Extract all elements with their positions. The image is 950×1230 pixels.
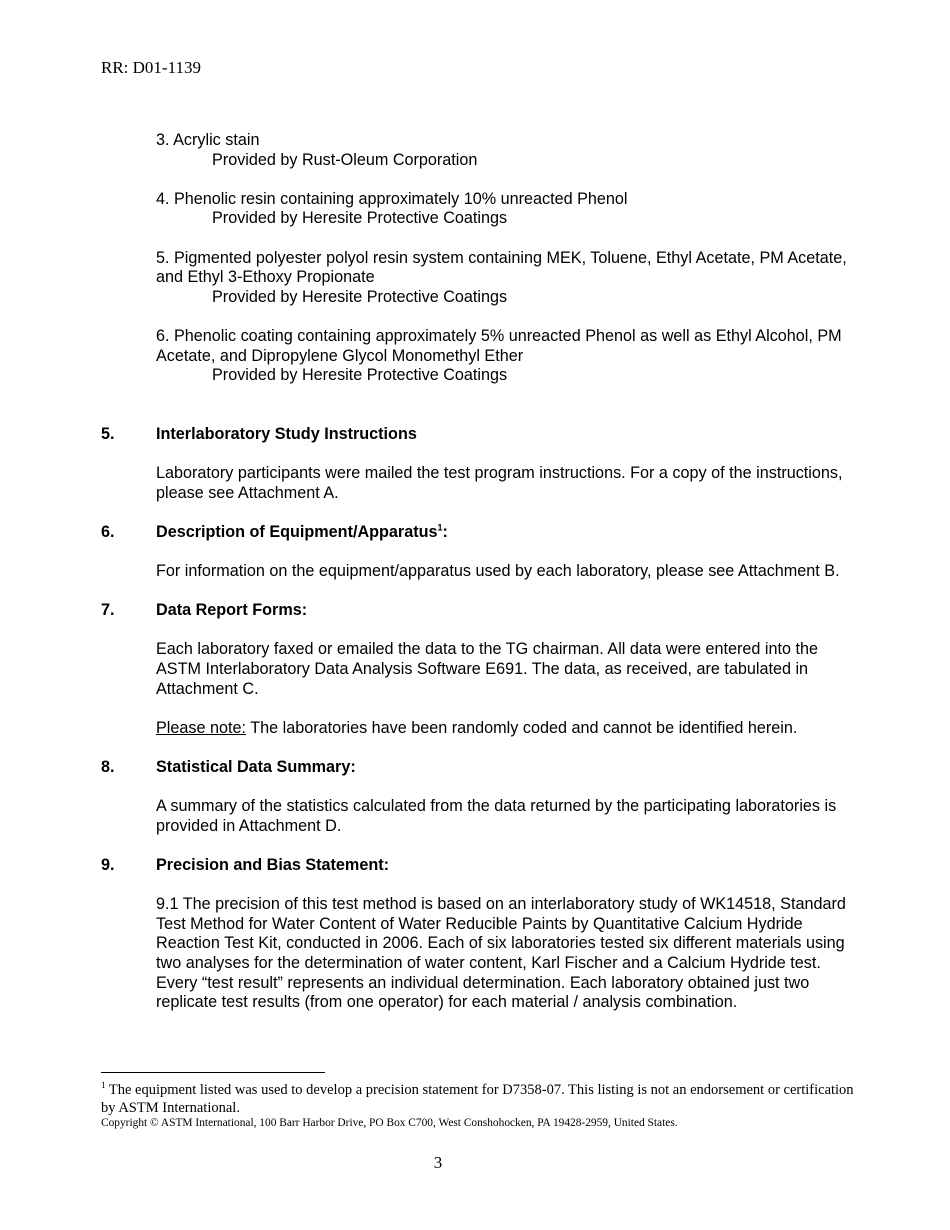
section-number: 5. [101,424,115,443]
section-body [156,464,861,503]
footnote [101,1081,861,1117]
footnote-marker: 1 [101,1080,106,1091]
material-title: 5. Pigmented polyester polyol resin system containing MEK, Toluene, Ethyl Acetate, PM Acetate, and Ethyl 3-Ethoxy Propionate [156,248,847,287]
section-title: Interlaboratory Study Instructions [156,424,417,443]
section-number: 6. [101,522,115,541]
section-number: 9. [101,855,115,874]
section-title: Data Report Forms: [156,601,308,620]
report-id: RR: D01-1139 [101,58,201,77]
material-title: 4. Phenolic resin containing approximately 10% unreacted Phenol [156,189,628,208]
document-body [101,131,861,1013]
section-body [156,640,861,738]
section-text: Laboratory participants were mailed the test program instructions. For a copy of the instructions, please see Attachment A. [156,464,843,502]
material-item [156,190,861,229]
section-text: For information on the equipment/apparatus used by each laboratory, please see Attachment B. [156,562,840,581]
copyright-notice: Copyright © ASTM International, 100 Barr Harbor Drive, PO Box C700, West Conshohocken, PA 19428-2959, United States. [101,1117,678,1129]
section-heading [101,523,861,543]
section-heading [101,425,861,445]
section-heading [101,856,861,876]
section-text: A summary of the statistics calculated from the data returned by the participating laboratories is provided in Attachment D. [156,797,837,835]
section-title: Statistical Data Summary: [156,758,356,776]
material-title: 6. Phenolic coating containing approximately 5% unreacted Phenol as well as Ethyl Alcohol, PM Acetate, and Dipropylene Glycol Monomethyl Ether [156,326,842,365]
section-heading [101,758,861,778]
material-title: 3. Acrylic stain [156,131,260,149]
page-number: 3 [433,1153,443,1172]
material-provider: Provided by Heresite Protective Coatings [212,209,508,228]
section-body [156,895,861,1013]
material-provider: Provided by Heresite Protective Coatings [212,366,508,385]
section-text: Each laboratory faxed or emailed the data to the TG chairman. All data were entered into the ASTM Interlaboratory Data Analysis Software E691. The data, as received, are tabulated in Attachment C. [156,640,818,698]
section-number: 8. [101,758,115,776]
material-item [156,327,861,386]
note-paragraph [156,719,861,739]
footnote-text: The equipment listed was used to develop a precision statement for D7358-07. This listing is not an endorsement or certification by ASTM International. [101,1082,854,1116]
section-heading [101,601,861,621]
material-provider: Provided by Heresite Protective Coatings [212,287,508,306]
section-number: 7. [101,601,115,620]
material-item [156,131,861,170]
note-text: The laboratories have been randomly coded and cannot be identified herein. [246,718,798,737]
note-label: Please note: [156,718,246,737]
material-item [156,249,861,308]
section-title: Precision and Bias Statement: [156,855,389,874]
section-title: Description of Equipment/Apparatus$^1$: [156,522,448,541]
section-body [156,797,861,836]
section-body [156,562,861,582]
footnote-divider [101,1072,325,1073]
material-provider: Provided by Rust-Oleum Corporation [212,150,478,169]
footnote-reference: 1 [437,522,443,533]
section-text: 9.1 The precision of this test method is based on an interlaboratory study of WK14518, Standard Test Method for Water Content of Water Reducible Paints by Quantitative Calcium Hydride Reaction Test Kit, conducted in 2006. Each of six laboratories tested six different materials using two analyses for the determination of water content, Karl Fischer and a Calcium Hydride test. Every “test result” represents an individual determination. Each laboratory obtained just two replicate test results (from one operator) for each material / analysis combination. [156,895,846,1012]
